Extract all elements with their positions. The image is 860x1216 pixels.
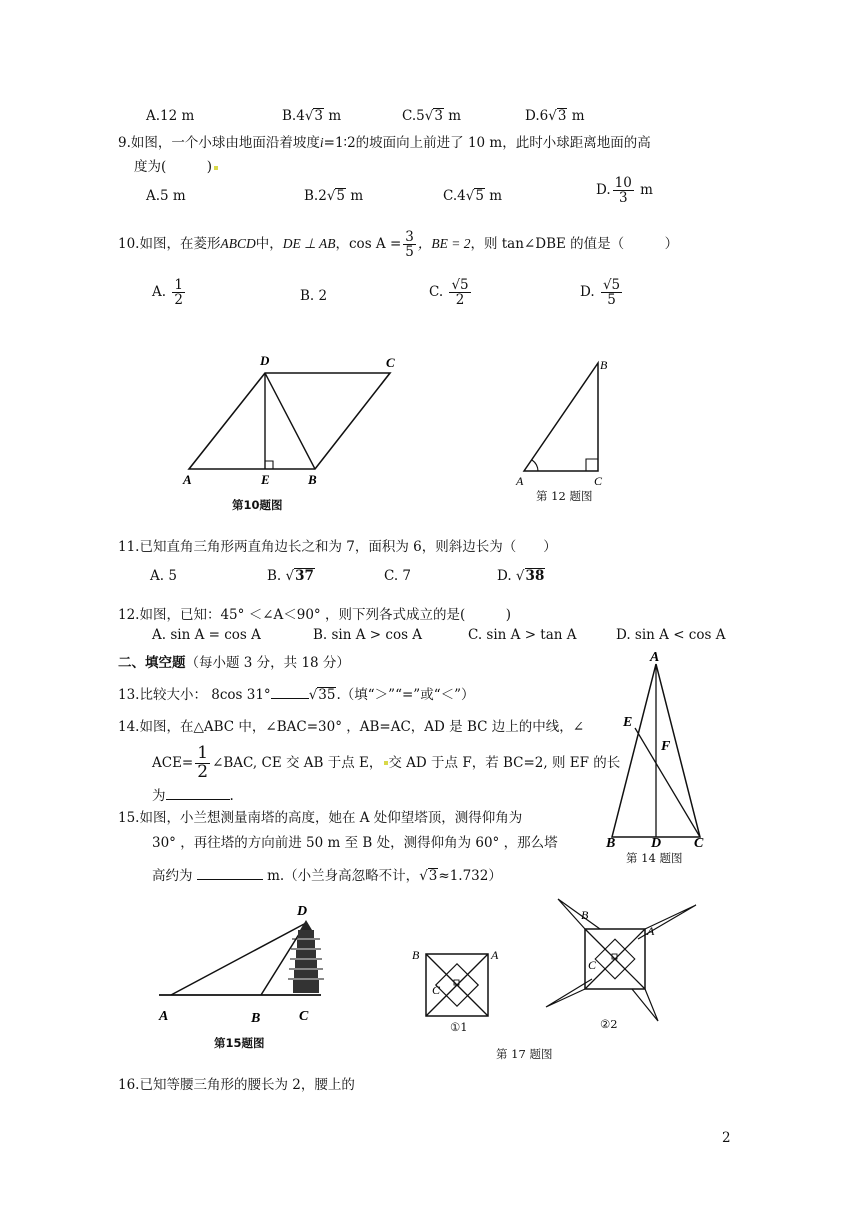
q12-option-b: B. sin A > cos A (313, 627, 423, 643)
label-b: B (251, 1011, 261, 1026)
label-e: E (261, 472, 270, 487)
label-f: F (661, 739, 671, 754)
pagoda-icon (288, 920, 324, 993)
segment-db (265, 373, 315, 469)
label-a: A (183, 472, 192, 487)
spike-bottom-right (632, 989, 658, 1021)
q10-option-d: D. $\frac{√5}{5}$ (580, 277, 621, 309)
figure-10-caption: 第10题图 (232, 498, 283, 512)
triangle-abc (524, 363, 598, 471)
q12-option-c: C. sin A > tan A (468, 627, 577, 643)
figure-17-1-label: ①1 (450, 1020, 468, 1034)
label-b: B (308, 472, 317, 487)
label-a: A (491, 948, 499, 962)
figure-15-caption: 第15题图 (214, 1036, 265, 1050)
label-b: B (606, 836, 616, 848)
right-angle-mark-c (586, 459, 598, 471)
figure-17-square-1 (408, 942, 503, 1022)
q10-option-c: C. $\frac{√5}{2}$ (429, 277, 469, 309)
q10-stem: 10.如图，在菱形ABCD中，DE ⊥ AB，cos A = $\frac{3}{5}$ ，BE = 2，则 tan∠DBE 的值是（ ） (118, 229, 679, 261)
q14-line2: ACE= $\frac{1}{2}$ ∠BAC, CE 交 AB 于点 E， 交 AD 于点 F，若 BC=2, 则 EF 的长 (152, 743, 621, 782)
q10-option-a: A. $\frac{1}{2}$ (152, 277, 183, 309)
line-of-sight-a (171, 923, 306, 995)
q13-stem: 13.比较大小： 8cos 31° √35.（填“＞”“=”或“＜”） (118, 687, 475, 703)
figure-17-2-label: ②2 (600, 1017, 618, 1031)
q14-line1: 14.如图，在△ABC 中，∠BAC=30° ，AB=AC，AD 是 BC 边上的中线，∠ (118, 719, 585, 735)
label-a: A (516, 474, 524, 487)
spike-top-left (558, 899, 600, 929)
figure-12-caption: 第 12 题图 (536, 489, 593, 503)
spike-bottom-left (546, 979, 592, 1007)
right-angle-mark-e (265, 461, 273, 469)
label-e: E (623, 715, 633, 730)
q14-line3: 为 . (152, 788, 234, 804)
q11-stem: 11.已知直角三角形两直角边长之和为 7，面积为 6，则斜边长为（ ） (118, 539, 557, 555)
label-b: B (412, 948, 420, 962)
label-a: A (647, 924, 655, 938)
q12-option-d: D. sin A < cos A (616, 627, 726, 643)
edit-marker-icon (214, 166, 218, 170)
q11-option-c: C. 7 (384, 568, 412, 584)
figure-17-square-2 (540, 895, 700, 1025)
label-d: D (297, 904, 308, 919)
label-b: B (581, 908, 589, 922)
q10-option-b: B. 2 (300, 288, 328, 304)
label-c: C (694, 836, 704, 848)
q11-option-b: B. √37 (267, 568, 314, 584)
page-number: 2 (722, 1130, 731, 1146)
q15-line3: 高约为 m.（小兰身高忽略不计，√3≈1.732） (152, 868, 502, 884)
label-c: C (588, 958, 597, 972)
figure-14-triangle (598, 648, 718, 848)
label-a: A (159, 1009, 169, 1024)
q9-option-d: D. $\frac{10}{3}$ m (596, 175, 653, 207)
q12-stem: 12.如图，已知：45° ＜∠A＜90° ，则下列各式成立的是( ) (118, 607, 512, 623)
q9-line1: 9.如图，一个小球由地面沿着坡度i=1∶2的坡面向上前进了 10 m，此时小球距离地面的高 (118, 135, 651, 151)
q8-option-c: C.5√3 m (402, 108, 462, 124)
label-d: D (651, 836, 662, 848)
label-c: C (594, 474, 603, 487)
q11-option-a: A. 5 (150, 568, 177, 584)
q15-line1: 15.如图，小兰想测量南塔的高度，她在 A 处仰望塔顶，测得仰角为 (118, 810, 523, 826)
q8-option-b: B.4√3 m (282, 108, 342, 124)
q9-option-a: A.5 m (146, 188, 186, 204)
label-b: B (600, 358, 608, 372)
q9-option-b: B.2√5 m (304, 188, 364, 204)
label-a: A (650, 650, 660, 665)
q12-option-a: A. sin A = cos A (152, 627, 261, 643)
label-c: C (432, 983, 441, 997)
q11-option-d: D. √38 (497, 568, 545, 584)
angle-arc-a (532, 460, 538, 471)
q8-option-a: A.12 m (146, 108, 195, 124)
figure-15-pagoda (155, 900, 330, 1032)
q9-line2: 度为( ) (134, 155, 218, 175)
figure-17-caption: 第 17 题图 (496, 1047, 553, 1061)
figure-10-rhombus (175, 350, 405, 515)
label-d: D (260, 353, 270, 368)
q8-option-d: D.6√3 m (525, 108, 585, 124)
figure-14-caption: 第 14 题图 (626, 851, 683, 865)
section-2-heading: 二、填空题（每小题 3 分，共 18 分） (118, 655, 350, 671)
figure-12-triangle (512, 355, 622, 487)
label-c: C (386, 355, 395, 370)
q15-line2: 30° ，再往塔的方向前进 50 m 至 B 处，测得仰角为 60° ，那么塔 (152, 835, 558, 851)
q9-option-c: C.4√5 m (443, 188, 503, 204)
label-c: C (299, 1009, 309, 1024)
q16-stem: 16.已知等腰三角形的腰长为 2，腰上的 (118, 1077, 355, 1093)
